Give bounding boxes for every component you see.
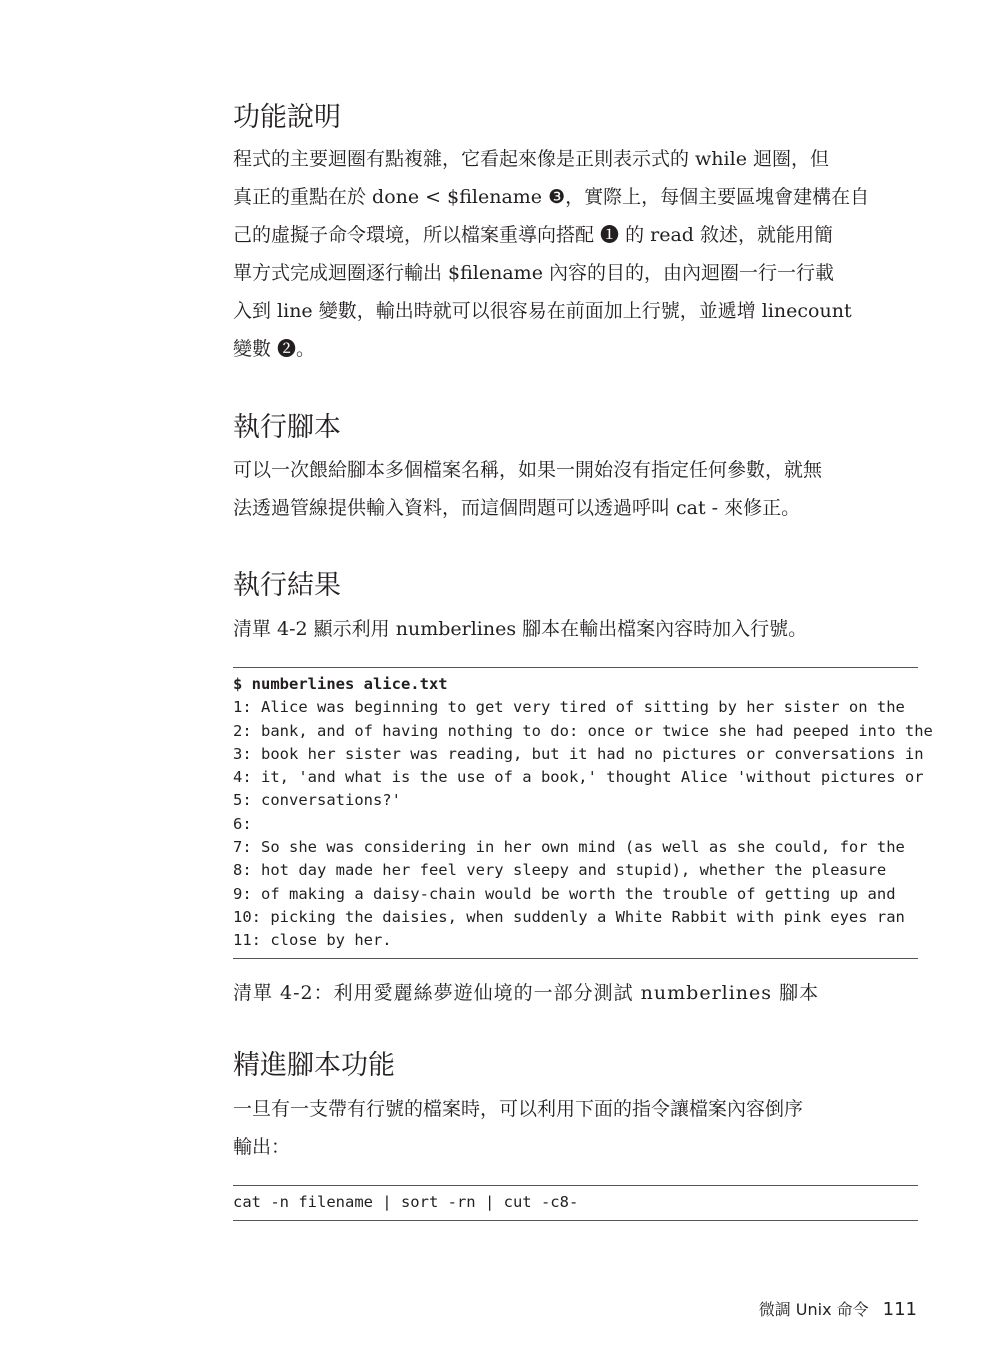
text-line: 入到 line 變數，輸出時就可以很容易在前面加上行號，並遞增 linecount xyxy=(233,300,852,322)
page-number: 111 xyxy=(882,1299,917,1320)
code-line: 2: bank, and of having nothing to do: once or twice she had peeped into the xyxy=(233,721,933,740)
heading-improve-script: 精進腳本功能 xyxy=(233,1050,395,1081)
text-line: 可以一次餵給腳本多個檔案名稱，如果一開始沒有指定任何參數，就無 xyxy=(233,459,823,481)
code-line: 4: it, 'and what is the use of a book,' thought Alice 'without pictures or xyxy=(233,768,924,787)
code-line: 10: picking the daisies, when suddenly a White Rabbit with pink eyes ran xyxy=(233,907,905,926)
code-line: 11: close by her. xyxy=(233,931,392,950)
paragraph-results xyxy=(233,610,918,648)
text-line: 程式的主要迴圈有點複雜，它看起來像是正則表示式的 while 迴圈，但 xyxy=(233,148,829,170)
code-listing xyxy=(233,667,933,959)
text-line: 清單 4-2 顯示利用 numberlines 腳本在輸出檔案內容時加入行號。 xyxy=(233,618,808,640)
code-line: 5: conversations?' xyxy=(233,791,401,810)
text-line: 真正的重點在於 done < $filename ❸，實際上，每個主要區塊會建構在自 xyxy=(233,186,870,208)
code-line: 6: xyxy=(233,814,252,833)
code-line: 3: book her sister was reading, but it had no pictures or conversations in xyxy=(233,744,924,763)
heading-results: 執行結果 xyxy=(233,570,341,601)
text-line: 輸出： xyxy=(233,1136,291,1158)
heading-function-description: 功能說明 xyxy=(233,102,341,133)
paragraph-function-description xyxy=(233,140,918,368)
paragraph-run-script xyxy=(233,451,918,527)
code-line: cat -n filename | sort -rn | cut -c8- xyxy=(233,1193,579,1211)
code-snippet xyxy=(233,1185,918,1221)
code-line: 1: Alice was beginning to get very tired of sitting by her sister on the xyxy=(233,698,905,717)
text-line: 己的虛擬子命令環境，所以檔案重導向搭配 ❶ 的 read 敘述，就能用簡 xyxy=(233,224,833,246)
text-line: 變數 ❷。 xyxy=(233,338,316,360)
code-line: 9: of making a daisy-chain would be worth the trouble of getting up and xyxy=(233,884,896,903)
text-line: 單方式完成迴圈逐行輸出 $filename 內容的目的，由內迴圈一行一行載 xyxy=(233,262,834,284)
code-command: $ numberlines alice.txt xyxy=(233,675,448,693)
code-line: 7: So she was considering in her own mind (as well as she could, for the xyxy=(233,838,905,857)
text-line: 法透過管線提供輸入資料，而這個問題可以透過呼叫 cat - 來修正。 xyxy=(233,497,801,519)
paragraph-improve-script xyxy=(233,1090,918,1166)
page-footer xyxy=(759,1297,917,1320)
chapter-title: 微調 Unix 命令 xyxy=(758,1300,869,1319)
heading-run-script: 執行腳本 xyxy=(233,412,341,443)
text-line: 一旦有一支帶有行號的檔案時，可以利用下面的指令讓檔案內容倒序 xyxy=(233,1098,804,1120)
code-line: 8: hot day made her feel very sleepy and stupid), whether the pleasure xyxy=(233,861,887,880)
listing-caption: 清單 4-2：利用愛麗絲夢遊仙境的一部分測試 numberlines 腳本 xyxy=(233,982,820,1004)
